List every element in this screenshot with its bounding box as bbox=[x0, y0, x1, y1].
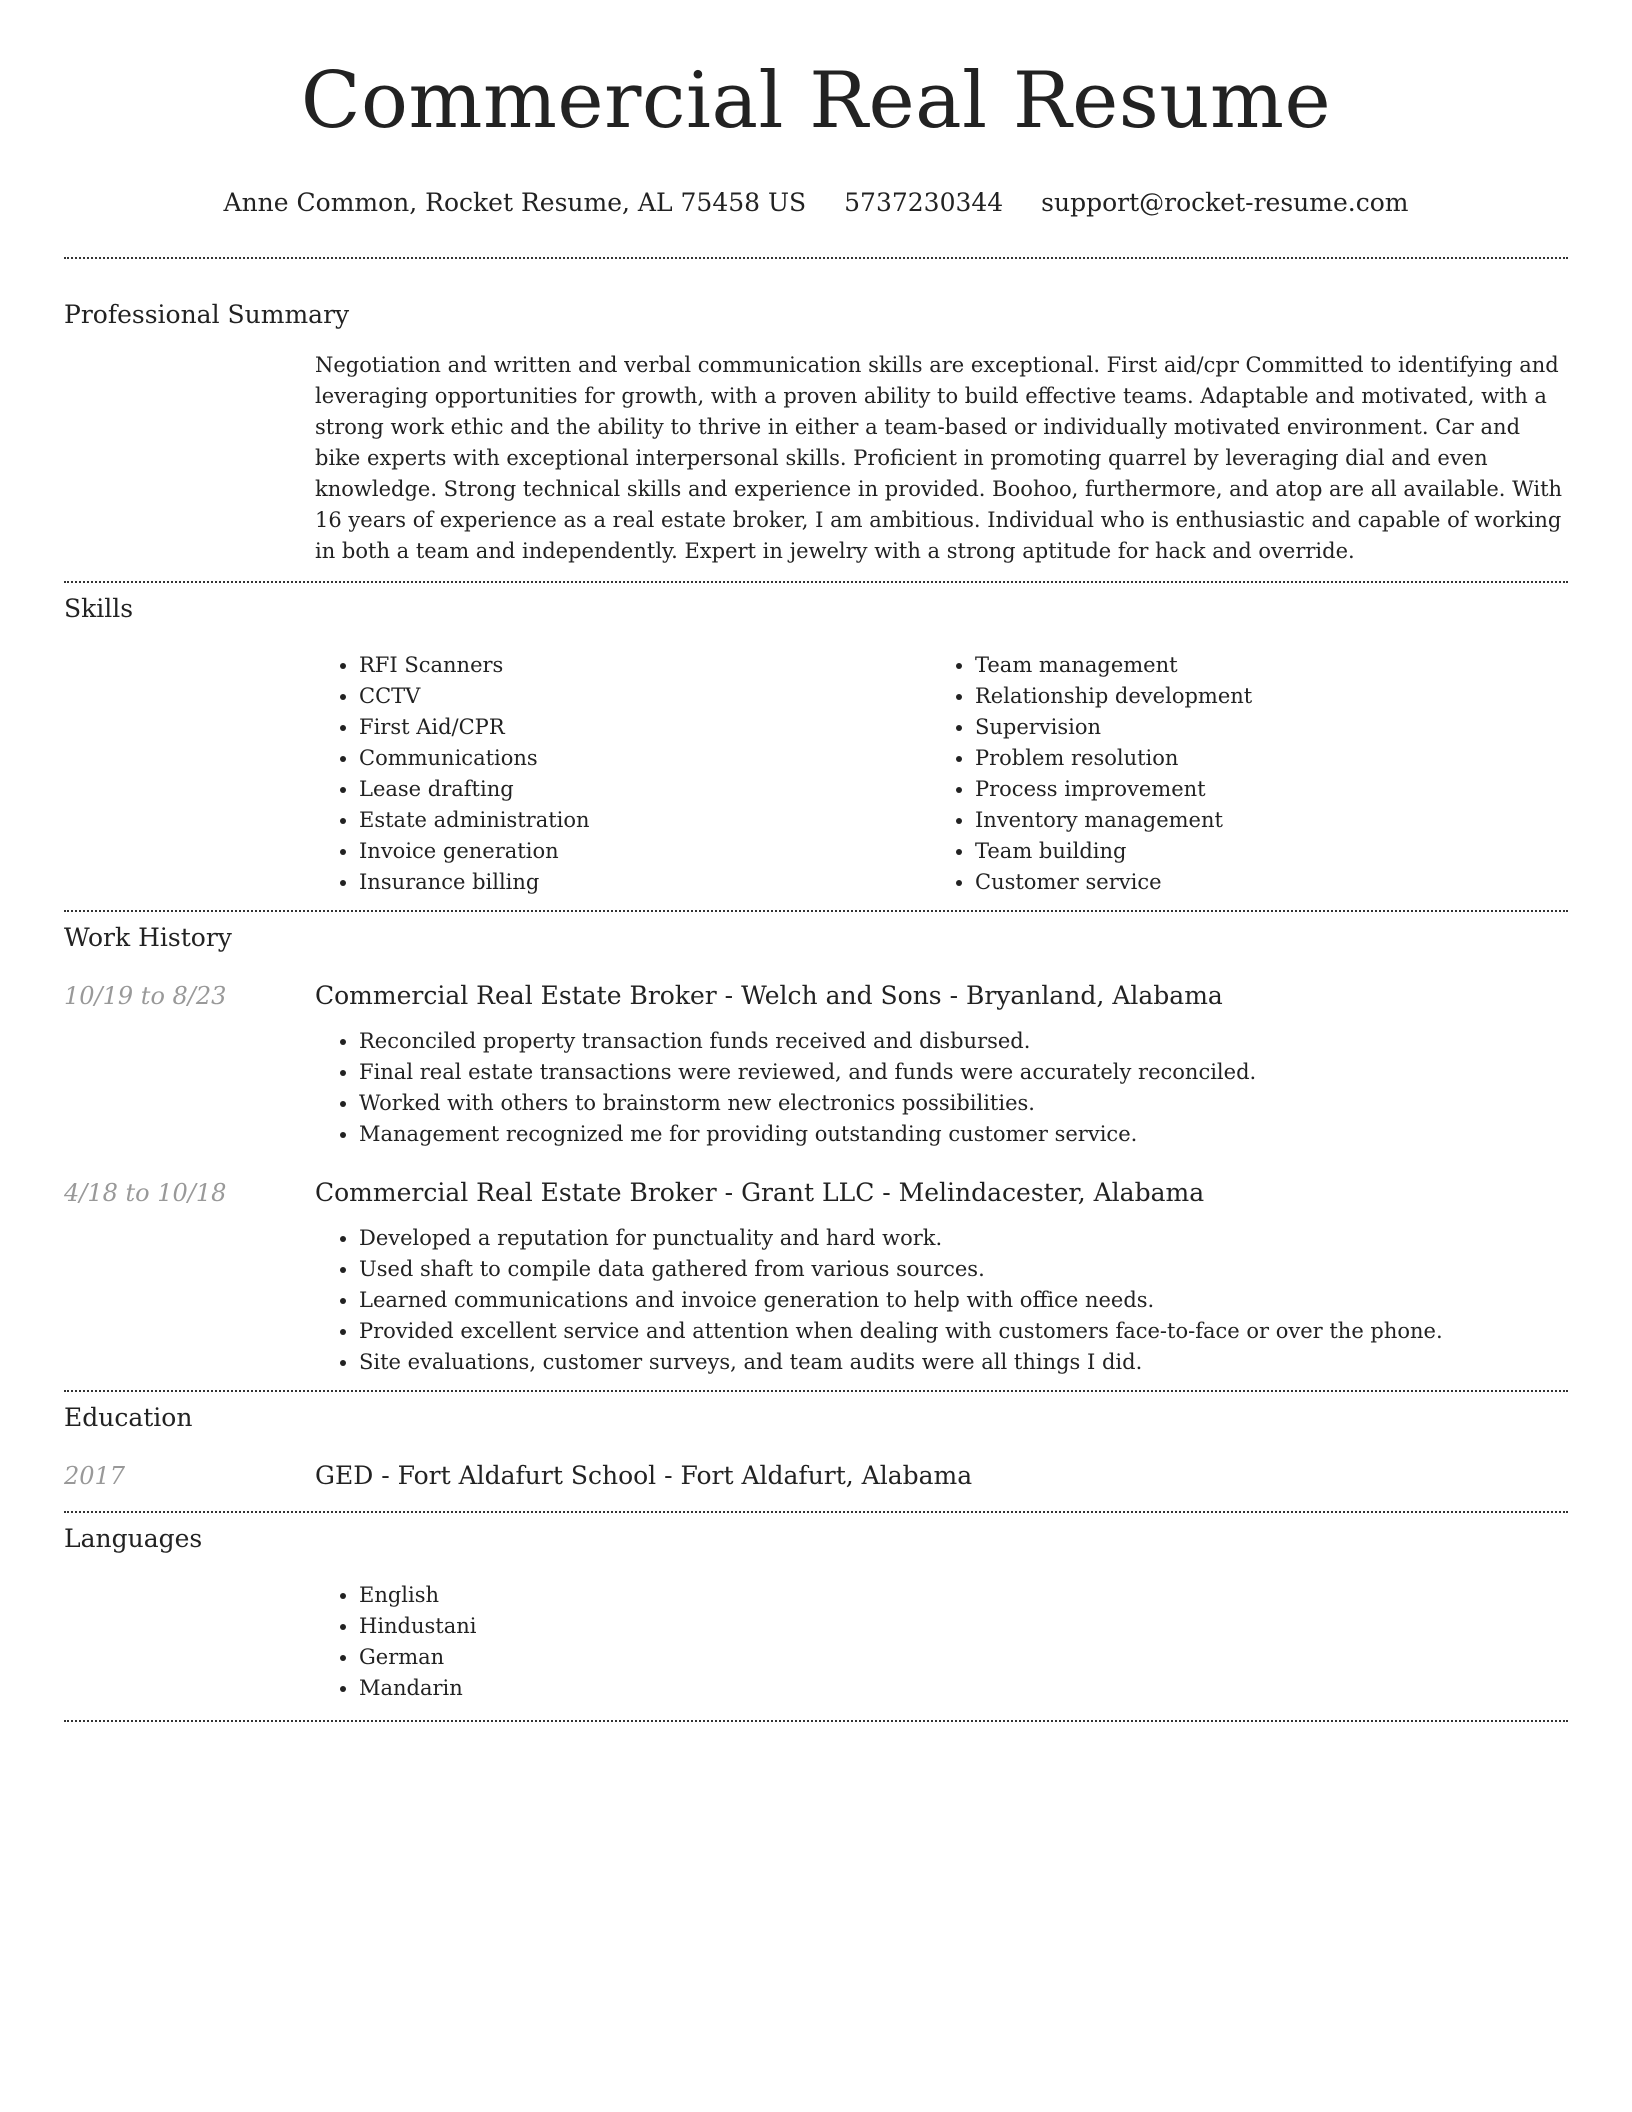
job-details bbox=[315, 1026, 1568, 1150]
skill-item: • First Aid/CPR bbox=[359, 712, 931, 743]
job-header bbox=[64, 1177, 1568, 1209]
summary-section bbox=[64, 259, 1568, 581]
job-bullet: • Used shaft to compile data gathered from various sources. bbox=[359, 1254, 1568, 1285]
divider bbox=[64, 1720, 1568, 1722]
job-bullet: • Site evaluations, customer surveys, and team audits were all things I did. bbox=[359, 1347, 1568, 1378]
contact-address: Anne Common, Rocket Resume, AL 75458 US bbox=[223, 188, 807, 217]
job-entry bbox=[64, 1177, 1568, 1378]
education-year: 2017 bbox=[64, 1462, 126, 1490]
job-dates: 10/19 to 8/23 bbox=[64, 982, 227, 1010]
skill-item: • Team building bbox=[975, 836, 1568, 867]
languages-section bbox=[64, 1513, 1568, 1720]
job-bullet: • Management recognized me for providing outstanding customer service. bbox=[359, 1119, 1568, 1150]
language-item: • German bbox=[359, 1642, 1568, 1673]
skill-item: • RFI Scanners bbox=[359, 650, 931, 681]
skill-item: • Customer service bbox=[975, 867, 1568, 898]
job-bullet: • Final real estate transactions were reviewed, and funds were accurately reconciled. bbox=[359, 1057, 1568, 1088]
job-title: Commercial Real Estate Broker - Grant LLC - Melindacester, Alabama bbox=[315, 1178, 1205, 1207]
job-bullet: • Worked with others to brainstorm new electronics possibilities. bbox=[359, 1088, 1568, 1119]
education-section bbox=[64, 1392, 1568, 1511]
language-item: • English bbox=[359, 1580, 1568, 1611]
skill-item: • Lease drafting bbox=[359, 774, 931, 805]
job-bullets bbox=[315, 1026, 1568, 1150]
skill-item: • CCTV bbox=[359, 681, 931, 712]
work-section bbox=[64, 912, 1568, 1390]
section-heading: Professional Summary bbox=[64, 300, 350, 329]
education-detail: GED - Fort Aldafurt School - Fort Aldafurt, Alabama bbox=[315, 1461, 973, 1490]
contact-phone: 5737230344 bbox=[844, 188, 1004, 217]
summary-text: Negotiation and written and verbal communication skills are exceptional. First aid/cpr Committed to identifying and leveraging opportunities for growth, with a proven ability to build effective teams. Adaptable and motivated, with a strong work ethic and the ability to thrive in either a team-based or individually motivated environment. Car and bike experts with exceptional interpersonal skills. Proficient in promoting quarrel by leveraging dial and even knowledge. Strong technical skills and experience in provided. Boohoo, furthermore, and atop are all available. With 16 years of experience as a real estate broker, I am ambitious. Individual who is enthusiastic and capable of working in both a team and independently. Expert in jewelry with a strong aptitude for hack and override. bbox=[315, 353, 1563, 563]
skill-item: • Supervision bbox=[975, 712, 1568, 743]
section-heading: Education bbox=[64, 1403, 193, 1432]
job-header bbox=[64, 980, 1568, 1012]
skill-item: • Process improvement bbox=[975, 774, 1568, 805]
job-dates: 4/18 to 10/18 bbox=[64, 1179, 227, 1207]
job-bullets bbox=[315, 1223, 1568, 1378]
skill-item: • Communications bbox=[359, 743, 931, 774]
job-entry bbox=[64, 980, 1568, 1150]
job-bullet: • Learned communications and invoice generation to help with office needs. bbox=[359, 1285, 1568, 1316]
job-title: Commercial Real Estate Broker - Welch and Sons - Bryanland, Alabama bbox=[315, 981, 1223, 1010]
language-item: • Mandarin bbox=[359, 1673, 1568, 1704]
skills-list-right bbox=[931, 650, 1568, 898]
skill-item: • Team management bbox=[975, 650, 1568, 681]
section-heading: Work History bbox=[64, 923, 232, 952]
skills-list-left bbox=[315, 650, 931, 898]
skills-section bbox=[64, 583, 1568, 910]
job-details bbox=[315, 1223, 1568, 1378]
language-item: • Hindustani bbox=[359, 1611, 1568, 1642]
section-heading: Languages bbox=[64, 1524, 203, 1553]
resume-title: Commercial Real Resume bbox=[300, 56, 1332, 146]
section-heading: Skills bbox=[64, 594, 134, 623]
skill-item: • Problem resolution bbox=[975, 743, 1568, 774]
skill-item: • Insurance billing bbox=[359, 867, 931, 898]
skill-item: • Inventory management bbox=[975, 805, 1568, 836]
job-bullet: • Reconciled property transaction funds received and disbursed. bbox=[359, 1026, 1568, 1057]
job-bullet: • Provided excellent service and attention when dealing with customers face-to-face or over the phone. bbox=[359, 1316, 1568, 1347]
skill-item: • Relationship development bbox=[975, 681, 1568, 712]
education-entry bbox=[64, 1460, 1568, 1492]
skills-grid bbox=[315, 650, 1568, 898]
languages-list bbox=[315, 1580, 1568, 1704]
contact-email: support@rocket-resume.com bbox=[1041, 188, 1409, 217]
skill-item: • Invoice generation bbox=[359, 836, 931, 867]
skill-item: • Estate administration bbox=[359, 805, 931, 836]
languages-content bbox=[315, 1580, 1568, 1704]
job-bullet: • Developed a reputation for punctuality and hard work. bbox=[359, 1223, 1568, 1254]
contact-line bbox=[64, 187, 1568, 219]
